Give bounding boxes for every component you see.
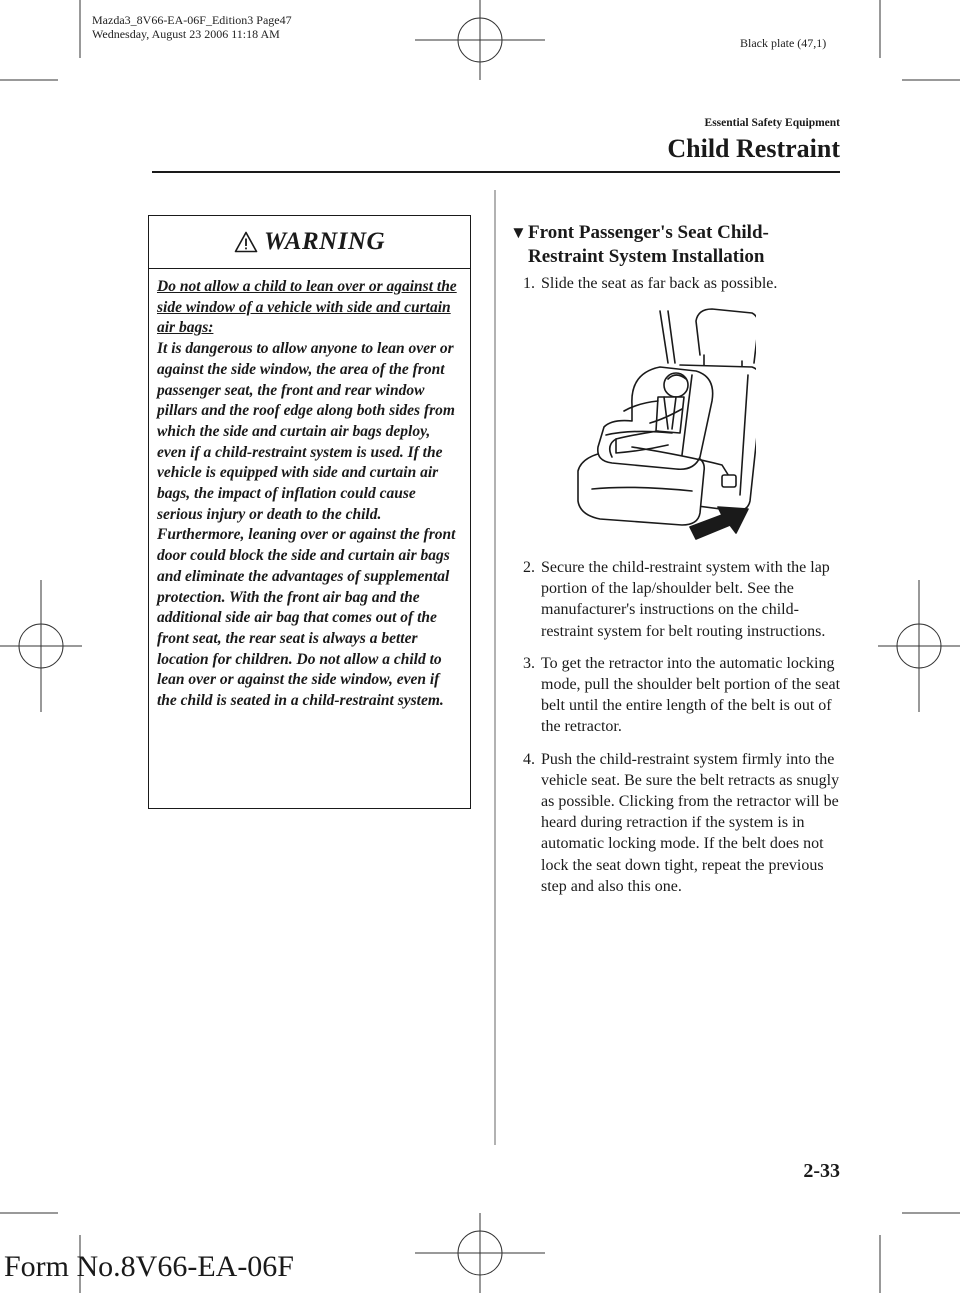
section-title: Essential Safety Equipment — [704, 117, 840, 129]
step-text: Slide the seat as far back as possible. — [541, 275, 778, 292]
step-number: 2. — [523, 559, 535, 576]
warning-underlined-text: Do not allow a child to lean over or against the side window of a vehicle with side and curtain air bags: — [157, 278, 457, 337]
plate-label: Black plate (47,1) — [740, 36, 827, 50]
file-info-line1: Mazda3_8V66-EA-06F_Edition3 Page47 — [92, 13, 292, 27]
step-number: 1. — [523, 275, 535, 292]
step-number: 3. — [523, 654, 535, 672]
warning-header — [149, 216, 470, 269]
installation-heading — [510, 221, 830, 269]
steps-list — [523, 557, 843, 908]
triangle-bullet-icon: ▼ — [510, 223, 527, 242]
page-number: 2-33 — [803, 1160, 840, 1182]
step-item — [523, 653, 843, 738]
step-item — [523, 749, 843, 897]
file-info-line2: Wednesday, August 23 2006 11:18 AM — [92, 27, 280, 41]
installation-heading-text: Front Passenger's Seat Child-Restraint System Installation — [528, 222, 769, 267]
step-1-container — [523, 273, 843, 305]
warning-body — [149, 269, 470, 712]
chapter-title: Child Restraint — [667, 134, 840, 163]
header-rule — [152, 171, 840, 173]
step-item — [523, 273, 843, 294]
file-info — [92, 13, 292, 41]
warning-text: It is dangerous to allow anyone to lean over or against the side window, the area of the front passenger seat, the front and rear window pillars and the roof edge along both sides from which the side and curtain air bags deploy, even if a child-restraint system is used. If the vehicle is equipped with side and curtain air bags, the impact of inflation could cause serious injury or death to the child. Furthermore, leaning over or against the front door could block the side and curtain air bags and eliminate the advantages of supplemental protection. With the front air bag and the additional side air bag that comes out of the front seat, the rear seat is always a better location for children. Do not allow a child to lean over or against the side window, even if the child is seated in a child-restraint system. — [157, 340, 456, 710]
step-text: Secure the child-restraint system with the lap portion of the lap/shoulder belt. See the manufacturer's instructions on the child-restraint system for belt routing instructions. — [541, 559, 830, 640]
warning-triangle-icon — [234, 231, 258, 253]
step-text: Push the child-restraint system firmly into the vehicle seat. Be sure the belt retracts as snugly as possible. Clicking from the retractor will be heard during retraction if the system is in automatic locking mode. If the belt does not lock the seat down tight, repeat the previous step and also this one. — [541, 750, 840, 895]
step-text: To get the retractor into the automatic locking mode, pull the shoulder belt portion of the seat belt until the entire length of the belt is out of the retractor. — [541, 654, 841, 736]
warning-box — [148, 215, 471, 809]
form-number: Form No.8V66-EA-06F — [4, 1250, 294, 1283]
step-item — [523, 557, 843, 642]
child-seat-installation-illustration — [572, 305, 756, 540]
warning-title: WARNING — [263, 228, 386, 255]
step-number: 4. — [523, 750, 535, 768]
